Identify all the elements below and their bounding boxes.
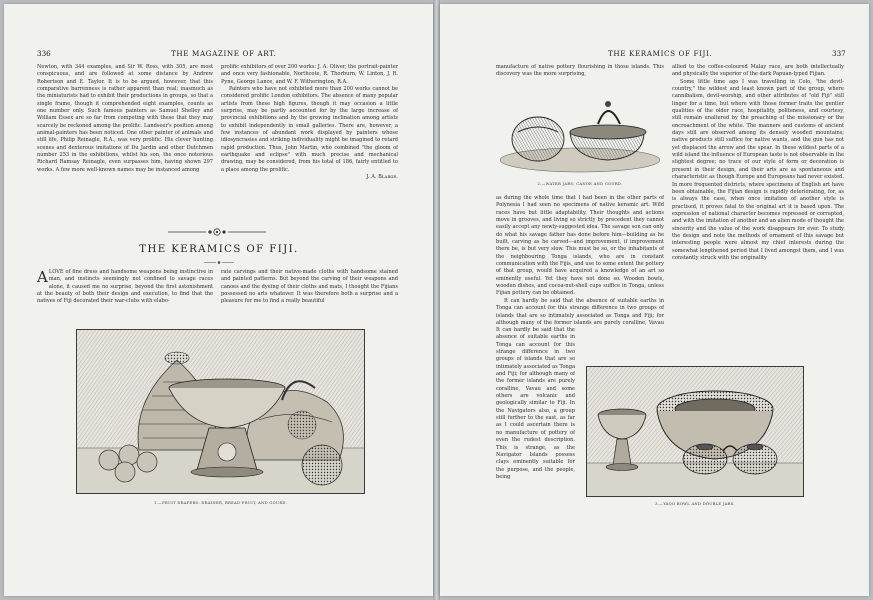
pottery-illustration — [77, 330, 365, 494]
book-spine — [433, 0, 440, 600]
paragraph: rate carvings and their native-made cloths with handsome stained and painted patterns. But beyond the carving of their weapons and canoes and the dyeing of their cloths and mats, I thought the Fijians possessed no arts whatever. It was therefore both a surprise and a pleasure for me to find a really beautiful — [221, 269, 398, 305]
article-column-2 — [221, 269, 398, 329]
paragraph: manufacture of native pottery flourishing in those islands. This discovery was the more surprising, — [496, 64, 664, 78]
paragraph: It can hardly be said that the absence of suitable earths in Tonga can account for this strange difference in two groups of islands that are so intimately associated as Tonga and Fiji; for although many of the former islands are purely coralline, Vavau and some others are volcanic and geologically similar to Fiji. In the Navigators also, a group still further to the east, as far as I could ascertain there is no manufacture of pottery of even the rudest description. This is strange, as the Navigator Islands possess clays eminently suitable for the purpose, and the people, being — [496, 327, 575, 480]
figure-2-engraving — [498, 94, 662, 178]
author-signature: J. A. Blaikie. — [366, 174, 398, 181]
paragraph: Newton, with 344 examples, and Sir W. Ross, with 305, are most conspicuous, and are followed at some distance by Andrew Robertson and E. Taylor. It is to be argued, however, that this comparative barrenness is rather apparent than real; inasmuch as the miniaturists had to exhibit their productions in groups, so that a single frame, though it comprehended eight examples, counts as one number only. Such famous painters as Samuel Shelley and William Essex are so far from competing with these that they may scarcely be reckoned among the prolific. Landseer's position among animal-painters has been noticed. One other painter of animals and still life, Philip Reinagle, R.A., was very prolific. His clever hunting scenes and dexterous imitations of Du Jardin and other Dutchmen number 253 in the exhibitions, whilst his son, the once notorious Richard Ramsay Reinagle, even surpasses him, having shown 297 works. A few more well-known names may be instanced among — [37, 64, 213, 173]
paragraph: Painters who have not exhibited more than 200 works cannot be considered prolific London exhibitors. The absence of many popular artists from these high figures, though it may occasion a little surprise, may be partly accounted for by the large increase of provincial exhibitions and by the growing inclination among artists to exhibit independently in small galleries. There are, however, a few instances of abundant work displayed by painters whose idiosyncrasies and striking individuality might be imagined to retard rapid production. Thus, John Martin, who combined "the gloom of earthquake and eclipse" with much precise and mechanical drawing, may be considered, from his total of 186, fairly entitled to a place among the prolific. — [221, 86, 398, 173]
running-head-right: THE KERAMICS OF FIJI. — [608, 49, 713, 58]
figure-1-engraving — [76, 329, 365, 494]
article-title: THE KERAMICS OF FIJI. — [139, 244, 299, 255]
title-ornament — [204, 260, 234, 265]
paragraph: Some little time ago I was travelling in Colo, "the devil-country," the wildest and least known part of the group, where cannibalism, devil-worship, and other attributes of "old Fiji" still linger for a time, but where with those former traits the gentler qualities of the older race, hospitality, politeness, and courtesy, still remain unaltered by the preaching of the missionary or the encroachment of the white. The manners and customs of ancient days still are observed among its densely wooded mountains; native products still suffice for native wants, and the gun has not yet displaced the arrow and the spear. In these wildest parts of a wild island the influence of European taste is not observable in the slightest degree; no trace of our style of form or decoration is present in their design, and their arts are as spontaneous and characteristic as though Europe and Europeans had never existed. In more frequented districts, where specimens of English art have been obtainable, the Fijian design is rapidly deteriorating, for, as is always the case, when once imitation of another style is practised, it proves fatal to the original art it is based upon. The expression of national character becomes repressed or corrupted, and with the imitation of another and an alien mode of thought the sincerity and the value of the work disappears for ever. To study the design and note the methods of ornament of this savage but interesting people were almost my chief interests during the somewhat lengthened period that I lived amongst them, and I was constantly struck with the originality — [672, 78, 844, 261]
page-number-left: 336 — [37, 49, 51, 58]
figure-2-caption: 2.—WATER JARS: CANOE AND GOURD. — [537, 182, 623, 186]
right-top-column-1 — [496, 64, 664, 82]
article-column-1 — [37, 269, 213, 329]
left-page — [4, 4, 433, 596]
paragraph: It can hardly be said that the absence of suitable earths in Tonga can account for this strange difference in two groups of islands that are so intimately associated as Tonga and Fiji; for although many of the former islands are purely coralline, Vavau — [496, 297, 664, 326]
paragraph: allied to the coffee-coloured Malay race, are both intellectually and physically the superior of the dark Papuan-typed Fijian. — [672, 64, 844, 78]
right-page — [440, 4, 869, 596]
figure-3-caption: 3.—YAQO BOWL AND DOUBLE JARS. — [655, 502, 735, 506]
paragraph: prolific exhibitors of over 200 works: J. A. Oliver, the portrait-painter and once very fashionable, Northcote, R. Thorburn, W. Linton, J. R. Pyne, George Lance, and W. F. Witherington, R.A. — [221, 64, 398, 85]
drop-cap: A — [37, 269, 48, 286]
running-head-left: THE MAGAZINE OF ART. — [171, 49, 277, 58]
left-top-column-1 — [37, 64, 213, 226]
water-jars-illustration — [498, 94, 662, 178]
figure-3-engraving — [586, 366, 804, 497]
section-ornament — [166, 226, 268, 238]
figure-1-caption: 1.—FRUIT DRAPERS: DRAINER, BREAD-FRUIT, AND GOURD. — [153, 501, 288, 505]
right-top-column-2 — [672, 64, 844, 366]
page-number-right: 337 — [832, 49, 846, 58]
right-narrow-column — [496, 327, 575, 524]
right-mid-column-1 — [496, 195, 664, 327]
yaqo-bowl-illustration — [587, 367, 804, 497]
paragraph: LOVE of fine dress and handsome weapons being instinctive in man, and instincts seemingly not confined to savage races alone, it caused me no surprise, beyond the first astonishment at the beauty of both their design and execution, to find that the natives of Fiji decorated their war-clubs with elabo- — [37, 269, 213, 305]
left-top-column-2 — [221, 64, 398, 226]
paragraph: as during the whole time that I had been in the other parts of Polynesia I had seen no specimens of native keramic art. Wild races have but little adaptability. Their thoughts and actions move in grooves, and living so strictly by precedent they cannot easily accept any newly-suggested idea. The savage son can only do what his savage father has done before him—building as he built, carving as he carved—and improvement, if improvement there be, is but very slow. This must be so, or the inhabitants of the neighbouring Tonga islands, who are in constant communication with the Fijis, and use to some extent the pottery of that group, would have acquired a knowledge of an art so eminently useful. Yet they have not done so. Wooden bowls, wooden dishes, and cocoa-nut-shell cups suffice in Tonga, unless Fijian pottery can be obtained. — [496, 195, 664, 297]
